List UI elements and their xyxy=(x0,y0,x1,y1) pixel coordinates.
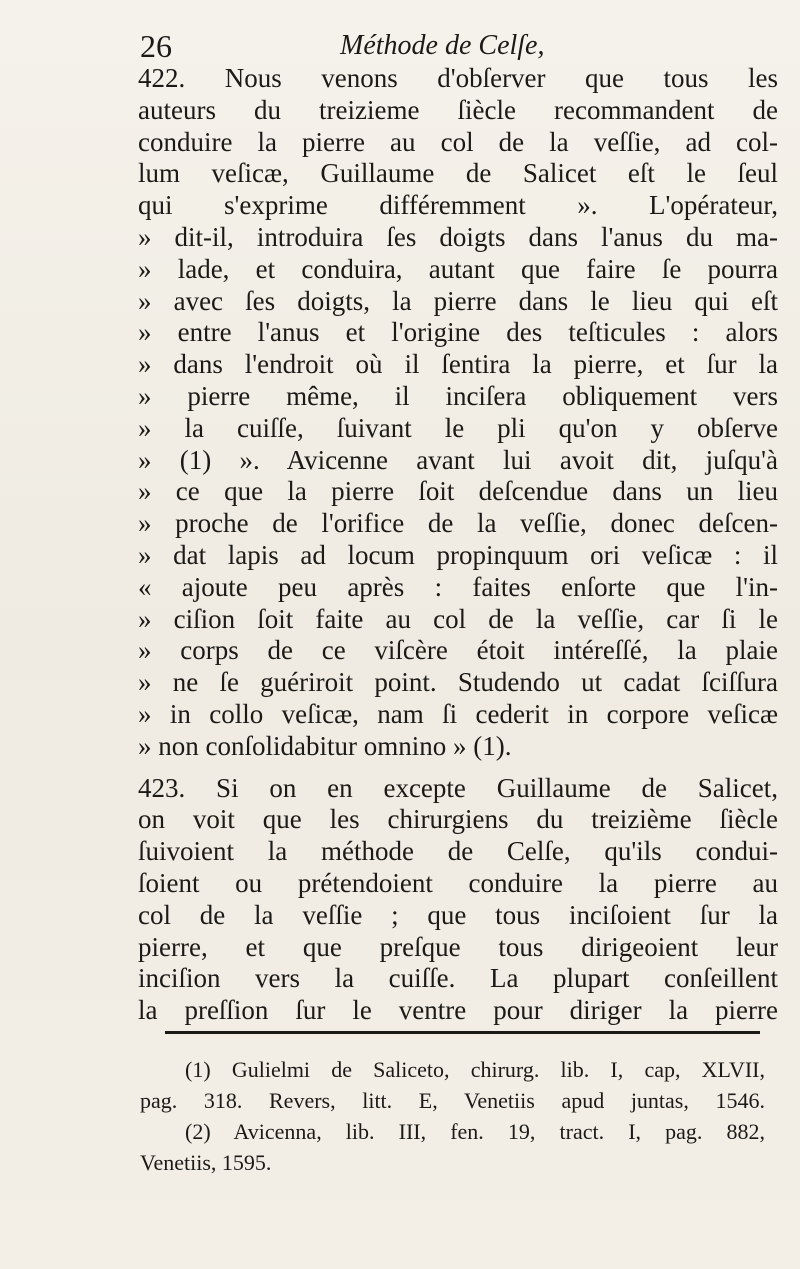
text-line: » corps de ce viſcère étoit intéreſſé, la plaie xyxy=(138,635,778,666)
text-line: » non conſolidabitur omnino » (1). xyxy=(138,730,512,761)
text-line: » in collo veſicæ, nam ſi cederit in corpore veſicæ xyxy=(138,698,778,729)
text-line: pierre, et que preſque tous dirigeoient leur xyxy=(138,931,778,962)
text-line: » pierre même, il inciſera obliquement vers xyxy=(138,380,778,411)
page-number: 26 xyxy=(140,28,172,64)
text-line: qui s'exprime différemment ». L'opérateur, xyxy=(138,190,778,221)
text-line: on voit que les chirurgiens du treizième ſiècle xyxy=(138,804,778,835)
text-line: inciſion vers la cuiſſe. La plupart conſeillent xyxy=(138,963,778,994)
text-line: » (1) ». Avicenne avant lui avoit dit, juſqu'à xyxy=(138,444,778,475)
text-line: » ne ſe guériroit point. Studendo ut cadat ſciſſura xyxy=(138,667,778,698)
text-line: » proche de l'orifice de la veſſie, donec deſcen- xyxy=(138,508,778,539)
text-line: 423. Si on en excepte Guillaume de Salicet, xyxy=(138,772,778,803)
text-line: conduire la pierre au col de la veſſie, ad col- xyxy=(138,126,778,157)
text-line: » la cuiſſe, ſuivant le pli qu'on y obſerve xyxy=(138,412,778,443)
text-line: col de la veſſie ; que tous inciſoient ſur la xyxy=(138,899,778,930)
footnote-line: pag. 318. Revers, litt. E, Venetiis apud juntas, 1546. xyxy=(140,1088,765,1113)
text-line: » ciſion ſoit faite au col de la veſſie, car ſi le xyxy=(138,603,778,634)
text-line: » dans l'endroit où il ſentira la pierre, et ſur la xyxy=(138,349,778,380)
text-line: » entre l'anus et l'origine des teſticules : alors xyxy=(138,317,778,348)
text-line: » dat lapis ad locum propinquum ori veſicæ : il xyxy=(138,539,778,570)
page-header xyxy=(140,26,760,66)
footnote-rule xyxy=(165,1031,760,1034)
text-line: ſoient ou prétendoient conduire la pierre au xyxy=(138,867,778,898)
text-line: lum veſicæ, Guillaume de Salicet eſt le ſeul xyxy=(138,158,778,189)
text-line: 422. Nous venons d'obſerver que tous les xyxy=(138,63,778,93)
footnote-line: (2) Avicenna, lib. III, fen. 19, tract. I, pag. 882, xyxy=(185,1119,765,1144)
body-text xyxy=(138,63,778,1027)
text-line: » lade, et conduira, autant que faire ſe pourra xyxy=(138,253,778,284)
text-line: « ajoute peu après : faites enſorte que l'in- xyxy=(138,571,778,602)
text-line: ſuivoient la méthode de Celſe, qu'ils condui- xyxy=(138,836,778,867)
footnotes xyxy=(140,1054,765,1178)
footnote-line: (1) Gulielmi de Saliceto, chirurg. lib. I, cap, XLVII, xyxy=(185,1057,765,1082)
text-line: » avec ſes doigts, la pierre dans le lieu qui eſt xyxy=(138,285,778,316)
text-line: » ce que la pierre ſoit deſcendue dans un lieu xyxy=(138,476,778,507)
text-line: » dit-il, introduira ſes doigts dans l'anus du ma- xyxy=(138,221,778,252)
running-head: Méthode de Celſe, xyxy=(340,30,545,61)
text-line: la preſſion ſur le ventre pour diriger la pierre xyxy=(138,995,778,1026)
text-line: auteurs du treizieme ſiècle recommandent de xyxy=(138,94,778,125)
footnote-line: Venetiis, 1595. xyxy=(140,1150,272,1175)
